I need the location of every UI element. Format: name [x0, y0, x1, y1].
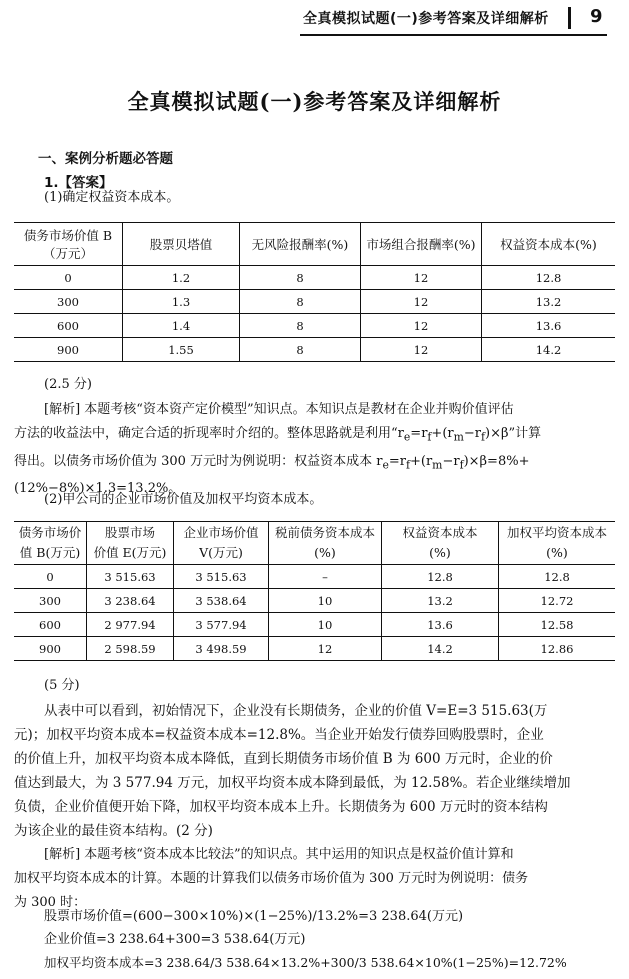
subscript: f — [481, 430, 486, 444]
table-cell: 8 — [240, 266, 361, 290]
part2-score: (5 分) — [44, 678, 80, 693]
analysis-text: =r — [410, 426, 428, 441]
subscript: e — [382, 458, 389, 472]
analysis-text: 本题考核“资本资产定价模型”知识点。本知识点是教材在企业并购价值评估 — [84, 402, 514, 417]
analysis-text: +(r — [409, 453, 433, 469]
table-cell: 3 538.64 — [174, 589, 269, 613]
table-cell: 1.55 — [123, 338, 240, 362]
col-header: 债务市场价 值 B(万元) — [14, 522, 87, 565]
subscript: m — [453, 430, 464, 444]
answer-label: 1.【答案】 — [44, 175, 113, 191]
col-header: 权益资本成本(%) — [482, 223, 616, 266]
table-cell: 12.58 — [499, 613, 616, 637]
subscript: e — [403, 430, 411, 444]
analysis-tag: [解析] — [44, 847, 81, 862]
analysis-text: −r — [463, 426, 481, 441]
analysis-text: 为 300 时： — [14, 895, 87, 910]
table-cell: 2 598.59 — [87, 637, 174, 661]
col-header: 税前债务资本成本 (%) — [269, 522, 382, 565]
table-cell: 300 — [14, 589, 87, 613]
analysis-text: )×β”计算 — [485, 426, 542, 441]
table-cell: 1.4 — [123, 314, 240, 338]
table-row — [14, 314, 615, 338]
body-line: 为该企业的最佳资本结构。(2 分) — [14, 823, 213, 839]
analysis-tag: [解析] — [44, 402, 81, 417]
table-cell: 0 — [14, 266, 123, 290]
analysis-text: (12%−8%)×1.3=13.2%。 — [14, 481, 182, 497]
document-title: 全真模拟试题(一)参考答案及详细解析 — [127, 89, 502, 114]
body-line: 的价值上升，加权平均资本成本降低，直到长期债务市场价值 B 为 600 万元时，企业的价 — [14, 751, 553, 767]
table-cell: 12 — [361, 338, 482, 362]
table-cell: 0 — [14, 565, 87, 589]
table-cell: 600 — [14, 613, 87, 637]
table-cell: 8 — [240, 314, 361, 338]
table-row — [14, 565, 615, 589]
subscript: f — [459, 458, 464, 472]
col-header: 无风险报酬率(%) — [240, 223, 361, 266]
analysis-text: =r — [388, 453, 406, 469]
body-line: 从表中可以看到，初始情况下，企业没有长期债务，企业的价值 V=E=3 515.63(万 — [44, 703, 548, 719]
body-line: 值达到最大，为 3 577.94 万元，加权平均资本成本降到最低，为 12.58%。若企业继续增加 — [14, 775, 571, 791]
table-cell: 3 498.59 — [174, 637, 269, 661]
table-row — [14, 637, 615, 661]
table-cell: 13.2 — [482, 290, 616, 314]
analysis-text: 方法的收益法中，确定合适的折现率时介绍的。整体思路就是利用“r — [14, 426, 404, 441]
table-row — [14, 266, 615, 290]
wacc-table — [14, 521, 615, 661]
table-cell: 2 977.94 — [87, 613, 174, 637]
analysis-text: 得出。以债务市场价值为 300 万元时为例说明：权益资本成本 r — [14, 453, 383, 469]
table-cell: 3 515.63 — [174, 565, 269, 589]
table-cell: 14.2 — [482, 338, 616, 362]
table-row — [14, 338, 615, 362]
table-cell: 1.3 — [123, 290, 240, 314]
col-header: 股票贝塔值 — [123, 223, 240, 266]
col-header: 加权平均资本成本 (%) — [499, 522, 616, 565]
table-row — [14, 589, 615, 613]
equity-cost-table — [14, 222, 615, 362]
col-header: 权益资本成本 (%) — [382, 522, 499, 565]
section-heading: 一、案例分析题必答题 — [38, 151, 173, 167]
table-cell: 13.6 — [382, 613, 499, 637]
table-cell: 12 — [361, 314, 482, 338]
table-cell: 8 — [240, 338, 361, 362]
formula-line: 股票市场价值=(600−300×10%)×(1−25%)/13.2%=3 238.64(万元) — [44, 909, 464, 924]
table-cell: 13.2 — [382, 589, 499, 613]
table-row — [14, 613, 615, 637]
table-cell: 12.8 — [499, 565, 616, 589]
analysis-text: )×β=8%+ — [463, 453, 530, 469]
analysis-text: 本题考核“资本成本比较法”的知识点。其中运用的知识点是权益价值计算和 — [84, 847, 514, 862]
page-number: 9 — [590, 6, 603, 27]
table-cell: 1.2 — [123, 266, 240, 290]
formula-line: 加权平均资本成本=3 238.64/3 538.64×13.2%+300/3 538.64×10%(1−25%)=12.72% — [44, 955, 567, 970]
body-line: 元)；加权平均资本成本=权益资本成本=12.8%。当企业开始发行债券回购股票时，企业 — [14, 727, 544, 743]
table-cell: 12.86 — [499, 637, 616, 661]
table-cell: 13.6 — [482, 314, 616, 338]
body-line: 负债，企业价值便开始下降，加权平均资本成本上升。长期债务为 600 万元时的资本结构 — [14, 799, 548, 815]
table-row — [14, 290, 615, 314]
col-header: 股票市场 价值 E(万元) — [87, 522, 174, 565]
part2-heading: (2)甲公司的企业市场价值及加权平均资本成本。 — [44, 492, 323, 507]
header-rule — [300, 34, 607, 36]
table-cell: 3 577.94 — [174, 613, 269, 637]
part1-score: (2.5 分) — [44, 377, 92, 392]
table-cell: 3 238.64 — [87, 589, 174, 613]
table-cell: 12.72 — [499, 589, 616, 613]
table-header-row — [14, 223, 615, 266]
subscript: f — [427, 430, 432, 444]
table-cell: 900 — [14, 637, 87, 661]
table-header-row — [14, 522, 615, 565]
subscript: f — [405, 458, 410, 472]
formula-line: 企业价值=3 238.64+300=3 538.64(万元) — [44, 932, 306, 947]
header-divider-bar — [568, 7, 571, 29]
part1-analysis — [14, 398, 615, 501]
table-cell: 300 — [14, 290, 123, 314]
table-cell: 14.2 — [382, 637, 499, 661]
table-cell: 3 515.63 — [87, 565, 174, 589]
col-header: 企业市场价值 V(万元) — [174, 522, 269, 565]
col-header: 债务市场价值 B（万元） — [14, 223, 123, 266]
table-cell: 12 — [269, 637, 382, 661]
table-cell: 12 — [361, 290, 482, 314]
table-cell: 600 — [14, 314, 123, 338]
table-cell: 12.8 — [482, 266, 616, 290]
table-cell: 8 — [240, 290, 361, 314]
part1-heading: (1)确定权益资本成本。 — [44, 190, 180, 205]
table-cell: 900 — [14, 338, 123, 362]
running-header — [0, 0, 629, 38]
part2-body — [14, 699, 615, 843]
table-cell: 12.8 — [382, 565, 499, 589]
table-cell: 12 — [361, 266, 482, 290]
table-cell: – — [269, 565, 382, 589]
col-header: 市场组合报酬率(%) — [361, 223, 482, 266]
analysis-text: −r — [442, 453, 460, 469]
table-cell: 10 — [269, 589, 382, 613]
analysis-text: +(r — [431, 426, 454, 441]
table-cell: 10 — [269, 613, 382, 637]
part2-analysis — [14, 843, 615, 915]
subscript: m — [432, 458, 443, 472]
running-title: 全真模拟试题(一)参考答案及详细解析 — [303, 11, 549, 27]
analysis-text: 加权平均资本成本的计算。本题的计算我们以债务市场价值为 300 万元时为例说明：债务 — [14, 871, 529, 886]
